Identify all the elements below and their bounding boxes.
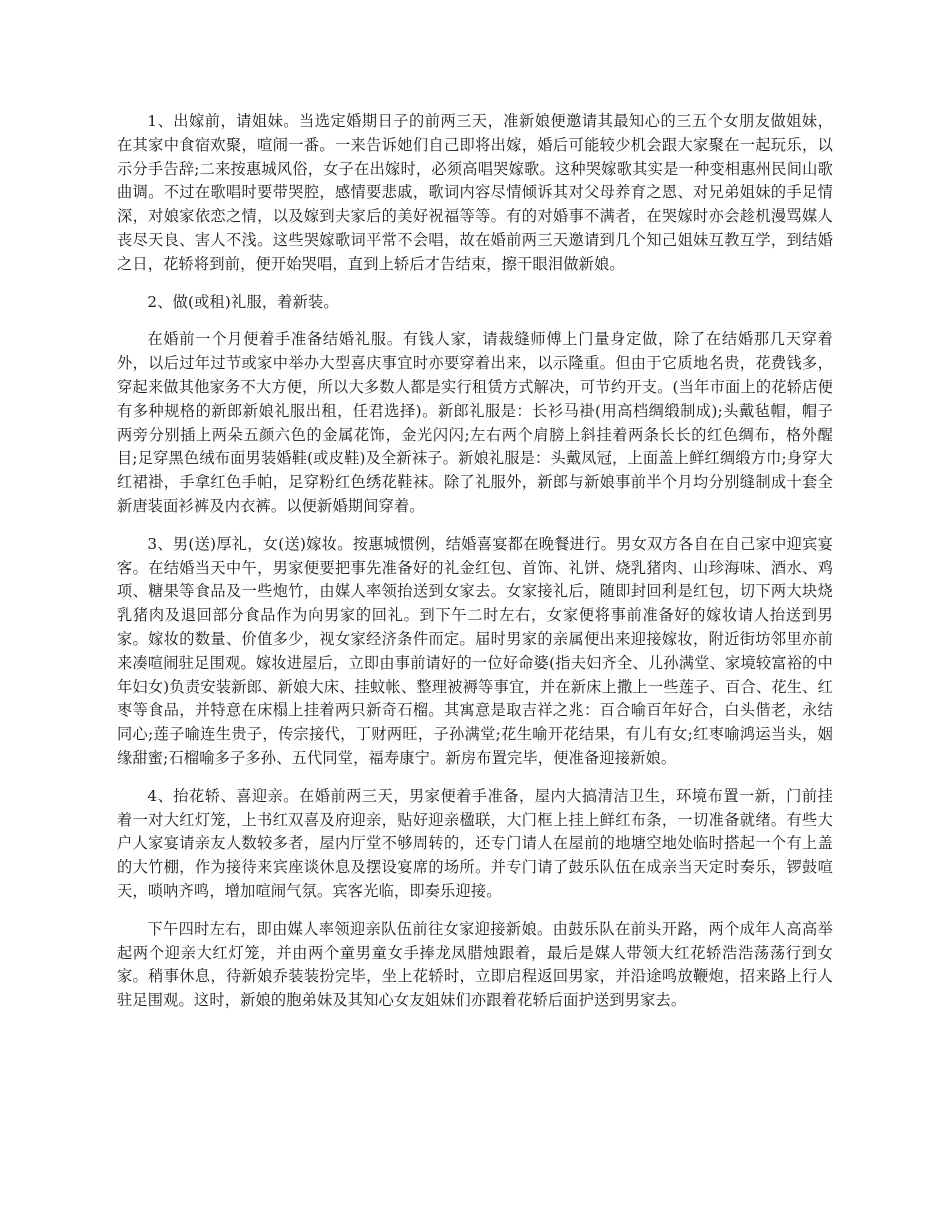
paragraph-5-sedan-chair: 4、抬花轿、喜迎亲。在婚前两三天，男家便着手准备，屋内大搞清洁卫生，环境布置一新，门前挂着一对大红灯笼，上书红双喜及府迎亲，贴好迎亲楹联，大门框上挂上鲜红布条，一切准备就绪。有些大户人家宴请亲友人数较多者，屋内厅堂不够周转的，还专门请人在屋前的地塘空地处临时搭起一个有上盖的大竹棚，作为接待来宾座谈休息及摆设宴席的场所。并专门请了鼓乐队伍在成亲当天定时奏乐，锣鼓喧天，唢呐齐鸣，增加喧闹气氛。宾客光临，即奏乐迎接。 — [117, 786, 833, 900]
paragraph-6-procession: 下午四时左右，即由媒人率领迎亲队伍前往女家迎接新娘。由鼓乐队在前头开路，两个成年人高高举起两个迎亲大红灯笼，并由两个童男童女手捧龙凤腊烛跟着，最后是媒人带领大红花轿浩浩荡荡行到女家。稍事休息，待新娘乔装装扮完毕，坐上花轿时，立即启程返回男家，并沿途鸣放鞭炮，招来路上行人驻足围观。这时，新娘的胞弟妹及其知心女友姐妹们亦跟着花轿后面护送到男家去。 — [117, 919, 833, 1010]
paragraph-3-wedding-clothes: 在婚前一个月便着手准备结婚礼服。有钱人家，请裁缝师傅上门量身定做，除了在结婚那几天穿着外，以后过年过节或家中举办大型喜庆事宜时亦要穿着出来，以示隆重。但由于它质地名贵，花费钱多，穿起来做其他家务不大方便，所以大多数人都是实行租赁方式解决，可节约开支。(当年市面上的花轿店便有多种规格的新郎新娘礼服出租，任君选择)。新郎礼服是：长衫马褂(用高档绸缎制成);头戴毡帽，帽子两旁分别插上两朵五颜六色的金属花饰，金光闪闪;左右两个肩膀上斜挂着两条长长的红色绸布，格外醒目;足穿黑色绒布面男装婚鞋(或皮鞋)及全新袜子。新娘礼服是：头戴凤冠，上面盖上鲜红绸缎方巾;身穿大红裙褂，手拿红色手帕，足穿粉红色绣花鞋袜。除了礼服外，新郎与新娘事前半个月均分别缝制成十套全新唐装面衫裤及内衣裤。以便新婚期间穿着。 — [117, 330, 833, 515]
paragraph-4-gifts-dowry: 3、男(送)厚礼，女(送)嫁妆。按惠城惯例，结婚喜宴都在晚餐进行。男女双方各自在自己家中迎宾宴客。在结婚当天中午，男家便要把事先准备好的礼金红包、首饰、礼饼、烧乳猪肉、山珍海味、酒水、鸡项、糖果等食品及一些炮竹，由媒人率领抬送到女家去。女家接礼后，随即封回利是红包，切下两大块烧乳猪肉及退回部分食品作为向男家的回礼。到下午二时左右，女家便将事前准备好的嫁妆请人抬送到男家。嫁妆的数量、价值多少，视女家经济条件而定。届时男家的亲属便出来迎接嫁妆，附近街坊邻里亦前来凑喧闹驻足围观。嫁妆进屋后，立即由事前请好的一位好命婆(指夫妇齐全、儿孙满堂、家境较富裕的中年妇女)负责安装新郎、新娘大床、挂蚊帐、整理被褥等事宜，并在新床上撒上一些莲子、百合、花生、红枣等食品，并特意在床榻上挂着两只新奇石榴。其寓意是取吉祥之兆：百合喻百年好合，白头偕老，永结同心;莲子喻连生贵子，传宗接代，丁财两旺，子孙满堂;花生喻开花结果，有儿有女;红枣喻鸿运当头，姻缘甜蜜;石榴喻多子多孙、五代同堂，福寿康宁。新房布置完毕，便准备迎接新娘。 — [117, 534, 833, 767]
paragraph-2-wedding-clothes-heading: 2、做(或租)礼服，着新装。 — [147, 292, 339, 311]
document-body — [117, 110, 833, 1027]
paragraph-1-marry-sisters: 1、出嫁前，请姐妹。当选定婚期日子的前两三天，准新娘便邀请其最知心的三五个女朋友做姐妹，在其家中食宿欢聚，喧闹一番。一来告诉她们自己即将出嫁，婚后可能较少机会跟大家聚在一起玩乐，以示分手告辞;二来按惠城风俗，女子在出嫁时，必须高唱哭嫁歌。这种哭嫁歌其实是一种变相惠州民间山歌曲调。不过在歌唱时要带哭腔，感情要悲戚，歌词内容尽情倾诉其对父母养育之恩、对兄弟姐妹的手足情深，对娘家依恋之情，以及嫁到夫家后的美好祝福等等。有的对婚事不满者，在哭嫁时亦会趁机漫骂媒人丧尽天良、害人不浅。这些哭嫁歌词平常不会唱，故在婚前两三天邀请到几个知己姐妹互教互学，到结婚之日，花轿将到前，便开始哭唱，直到上轿后才告结束，擦干眼泪做新娘。 — [117, 112, 833, 273]
